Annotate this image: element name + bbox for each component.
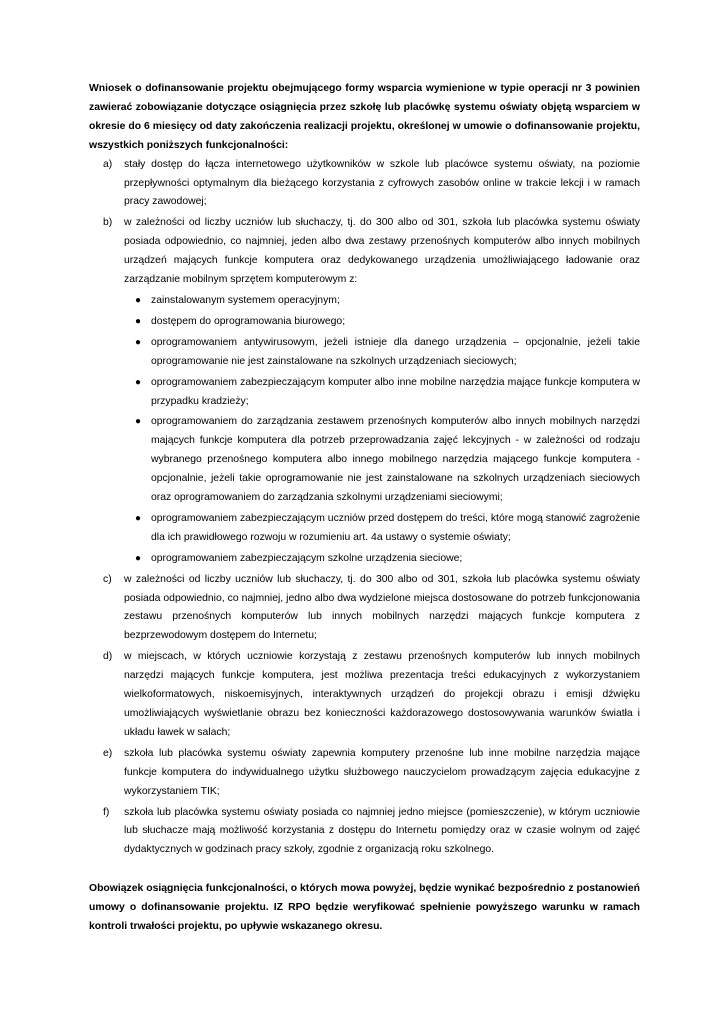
bullet-item <box>89 413 640 508</box>
document-page <box>89 80 640 937</box>
bullet-text: zainstalowanym systemem operacyjnym; <box>151 294 340 306</box>
list-item <box>89 156 640 213</box>
bullet-item <box>89 334 640 372</box>
bullet-text: oprogramowaniem zabezpieczającym komputer albo inne mobilne narzędzia mające funkcje komputera w przypadku kradzieży; <box>151 376 640 407</box>
bullet-item <box>89 510 640 548</box>
list-item-text: stały dostęp do łącza internetowego użytkowników w szkole lub placówce systemu oświaty, na poziomie przepływności optymalnym dla bieżącego korzystania z cyfrowych zasobów online w trakcie lekcji i w ramach pracy zawodowej; <box>124 158 640 208</box>
intro-paragraph: Wniosek o dofinansowanie projektu obejmującego formy wsparcia wymienione w typie operacji nr 3 powinien zawierać zobowiązanie dotyczące osiągnięcia przez szkołę lub placówkę systemu oświaty objętą wsparciem w okresie do 6 miesięcy od daty zakończenia realizacji projektu, określonej w umowie o dofinansowanie projektu, wszystkich poniższych funkcjonalności: <box>89 83 640 151</box>
list-item-text: szkoła lub placówka systemu oświaty posiada co najmniej jedno miejsce (pomieszczenie), w którym uczniowie lub słuchacze mają możliwość korzystania z dostępu do Internetu pomiędzy oraz w czasie wolnym od zajęć dydaktycznych w godzinach pracy szkoły, zgodnie z organizacją roku szkolnego. <box>124 806 640 856</box>
list-item <box>89 571 640 647</box>
list-item <box>89 804 640 861</box>
bullet-list <box>89 292 640 569</box>
list-item-text: szkoła lub placówka systemu oświaty zapewnia komputery przenośne lub inne mobilne narzędzia mające funkcje komputera do indywidualnego użytku służbowego nauczycielom prowadzącym zajęcia edukacyjne z wykorzystaniem TIK; <box>124 747 640 797</box>
list-item <box>89 214 640 568</box>
list-marker: e) <box>103 747 113 759</box>
list-item <box>89 745 640 802</box>
list-marker: f) <box>103 806 110 818</box>
bullet-text: oprogramowaniem zabezpieczającym szkolne urządzenia sieciowe; <box>151 552 463 564</box>
closing-paragraph: Obowiązek osiągnięcia funkcjonalności, o których mowa powyżej, będzie wynikać bezpośrednio z postanowień umowy o dofinansowanie projektu. IZ RPO będzie weryfikować spełnienie powyższego warunku w ramach kontroli trwałości projektu, po upływie wskazanego okresu. <box>89 883 640 933</box>
bullet-icon: ● <box>135 416 142 428</box>
bullet-item <box>89 313 640 332</box>
bullet-icon: ● <box>135 336 142 348</box>
bullet-item <box>89 374 640 412</box>
list-item <box>89 648 640 743</box>
bullet-text: dostępem do oprogramowania biurowego; <box>151 315 346 327</box>
bullet-icon: ● <box>135 512 142 524</box>
bullet-text: oprogramowaniem do zarządzania zestawem przenośnych komputerów albo innych mobilnych narzędzi mających funkcje komputera dla potrzeb przeprowadzania zajęć lekcyjnych - w zależności od rodzaju wybranego przenośnego komputera albo innego mobilnego narzędzia mającego funkcje komputera - opcjonalnie, jeżeli takie oprogramowanie nie jest zainstalowane na szkolnych urządzeniach sieciowych oraz oprogramowaniem do zarządzania szkolnymi urządzeniami sieciowymi; <box>151 416 640 504</box>
list-item-text: w zależności od liczby uczniów lub słuchaczy, tj. do 300 albo od 301, szkoła lub placówka systemu oświaty posiada odpowiednio, co najmniej, jedno albo dwa wydzielone miejsca dostosowane do potrzeb funkcjonowania zestawu przenośnych komputerów lub innych mobilnych narzędzi mających funkcje komputera z bezprzewodowym dostępem do Internetu; <box>124 573 640 642</box>
bullet-icon: ● <box>135 552 142 564</box>
bullet-text: oprogramowaniem antywirusowym, jeżeli istnieje dla danego urządzenia – opcjonalnie, jeżeli takie oprogramowanie nie jest zainstalowane na szkolnych urządzeniach sieciowych; <box>151 336 640 367</box>
bullet-item <box>89 292 640 311</box>
list-item-text: w zależności od liczby uczniów lub słuchaczy, tj. do 300 albo od 301, szkoła lub placówka systemu oświaty posiada odpowiednio, co najmniej, jeden albo dwa zestawy przenośnych komputerów albo innych mobilnych urządzeń mających funkcje komputera oraz dedykowanego urządzenia umożliwiającego ładowanie oraz zarządzanie mobilnym sprzętem komputerowym z: <box>124 217 640 286</box>
functionality-list <box>89 156 640 861</box>
list-marker: a) <box>103 158 113 170</box>
bullet-icon: ● <box>135 315 142 327</box>
bullet-icon: ● <box>135 294 142 306</box>
bullet-icon: ● <box>135 376 142 388</box>
bullet-item <box>89 550 640 569</box>
list-marker: d) <box>103 651 113 663</box>
list-marker: b) <box>103 217 113 229</box>
list-marker: c) <box>103 573 112 585</box>
bullet-text: oprogramowaniem zabezpieczającym uczniów przed dostępem do treści, które mogą stanowić zagrożenie dla ich prawidłowego rozwoju w rozumieniu art. 4a ustawy o systemie oświaty; <box>151 512 640 543</box>
list-item-text: w miejscach, w których uczniowie korzystają z zestawu przenośnych komputerów lub innych mobilnych narzędzi mających funkcje komputera, jest możliwa prezentacja treści edukacyjnych z wykorzystaniem wielkoformatowych, niskoemisyjnych, interaktywnych urządzeń do projekcji obrazu i emisji dźwięku umożliwiających wyświetlanie obrazu bez konieczności każdorazowego dostosowywania warunków światła i układu ławek w salach; <box>124 651 640 738</box>
